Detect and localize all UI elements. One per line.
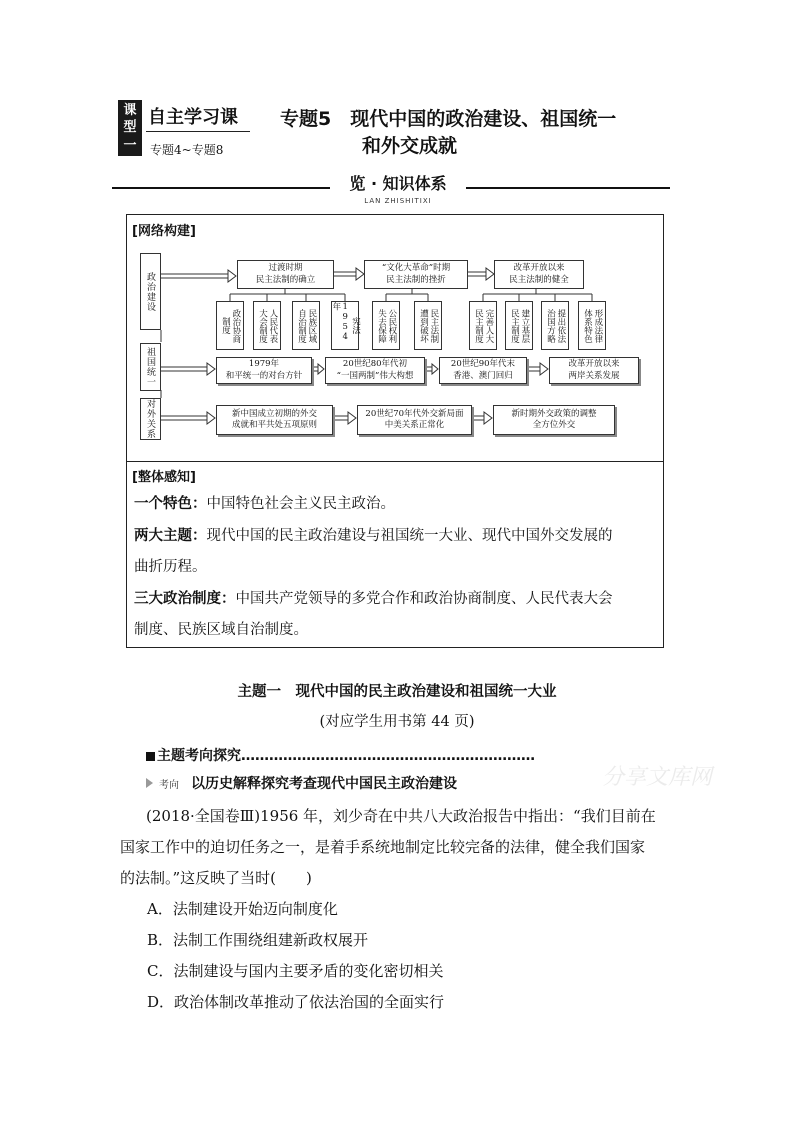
question-stem-line: (2018·全国卷Ⅲ)1956 年，刘少奇在中共八大政治报告中指出：“我们目前在 <box>146 807 656 825</box>
direction-tag: 考向 <box>146 776 179 791</box>
question-stem-line: 的法制。”这反映了当时( ) <box>120 869 312 887</box>
question-stem-line: 国家工作中的迫切任务之一，是着手系统地制定比较完备的法律，健全我们国家 <box>120 838 646 856</box>
banner-title: 览 · 知识体系 <box>330 173 466 195</box>
overall-point-3 <box>134 589 613 609</box>
explore-heading: 主题考向探究……………………………………………………… <box>146 745 535 765</box>
direction-row <box>146 773 457 793</box>
politics-sub-item: 形成法律 体系特色 <box>578 301 606 350</box>
triangle-icon <box>146 778 153 788</box>
overall-label: [整体感知] <box>132 470 196 485</box>
answer-option-a[interactable]: A．法制建设开始迈向制度化 <box>147 900 338 918</box>
point-heading: 三大政治制度： <box>134 591 236 607</box>
unify-node: 20世纪90年代末 香港、澳门回归 <box>439 357 527 384</box>
politics-sub-item: 政治协商 制度 <box>216 301 244 350</box>
theme-title: 主题一 现代中国的民主政治建设和祖国统一大业 <box>237 684 557 700</box>
banner-pinyin: LAN ZHISHITIXI <box>364 197 432 205</box>
politics-sub-item: 完善人大 民主制度 <box>469 301 497 350</box>
square-bullet-icon <box>146 752 155 761</box>
answer-option-c[interactable]: C．法制建设与国内主要矛盾的变化密切相关 <box>147 962 444 980</box>
politics-stage-cultural-revolution: “文化大革命”时期 民主法制的挫折 <box>364 260 468 289</box>
politics-sub-item: 提出依法 治国方略 <box>541 301 569 350</box>
politics-side-label: 政治建设 <box>140 253 161 330</box>
politics-stage-reform: 改革开放以来 民主法制的健全 <box>494 260 584 289</box>
politics-sub-item: 民族区域 自治制度 <box>292 301 320 350</box>
direction-title: 以历史解释探究考查现代中国民主政治建设 <box>191 776 457 792</box>
politics-sub-item: 宪法 1954年 <box>331 301 359 350</box>
network-label: [网络构建] <box>132 224 196 239</box>
page-reference: (对应学生用书第 44 页) <box>319 714 475 730</box>
point-text: 中国共产党领导的多党合作和政治协商制度、人民代表大会 <box>235 591 613 607</box>
badge-char: 一 <box>123 137 137 153</box>
point-text: 现代中国的民主政治建设与祖国统一大业、现代中国外交发展的 <box>206 528 613 544</box>
badge-char: 型 <box>123 120 137 136</box>
overall-point-2-cont: 曲折历程。 <box>134 559 207 575</box>
politics-sub-item: 人民代表 大会制度 <box>253 301 281 350</box>
answer-option-b[interactable]: B．法制工作围绕组建新政权展开 <box>147 931 369 949</box>
foreign-node: 20世纪70年代外交新局面 中美关系正常化 <box>357 405 472 435</box>
unify-node: 改革开放以来 两岸关系发展 <box>549 357 639 384</box>
overall-point-3-cont: 制度、民族区域自治制度。 <box>134 622 308 638</box>
course-range: 专题4~专题8 <box>150 143 224 157</box>
politics-stage-transition: 过渡时期 民主法制的确立 <box>237 260 334 289</box>
topic-title: 专题5 现代中国的政治建设、祖国统一 <box>280 108 617 130</box>
foreign-node: 新时期外交政策的调整 全方位外交 <box>493 405 615 435</box>
overall-point-1 <box>134 494 395 514</box>
point-heading: 一个特色： <box>134 496 207 512</box>
overall-point-2 <box>134 526 613 546</box>
topic-title-cont: 和外交成就 <box>362 135 458 157</box>
diagram-connectors <box>0 0 794 470</box>
watermark: 分享文库网 <box>602 765 713 790</box>
unify-node: 20世纪80年代初 “一国两制”伟大构想 <box>325 357 425 384</box>
point-text: 中国特色社会主义民主政治。 <box>206 496 395 512</box>
badge-char: 课 <box>123 103 137 119</box>
foreign-side-label: 对外关系 <box>140 398 161 440</box>
course-type-title: 自主学习课 <box>148 107 238 128</box>
politics-sub-item: 民主法制 遭到破坏 <box>414 301 442 350</box>
unify-side-label: 祖国统一 <box>140 343 161 391</box>
politics-sub-item: 建立基层 民主制度 <box>505 301 533 350</box>
section-divider <box>126 461 664 462</box>
unify-node: 1979年 和平统一的对台方针 <box>216 357 312 384</box>
foreign-node: 新中国成立初期的外交 成就和平共处五项原则 <box>216 405 333 435</box>
point-heading: 两大主题： <box>134 528 207 544</box>
politics-sub-item: 公民权利 失去保障 <box>372 301 400 350</box>
answer-option-d[interactable]: D．政治体制改革推动了依法治国的全面实行 <box>147 993 445 1011</box>
